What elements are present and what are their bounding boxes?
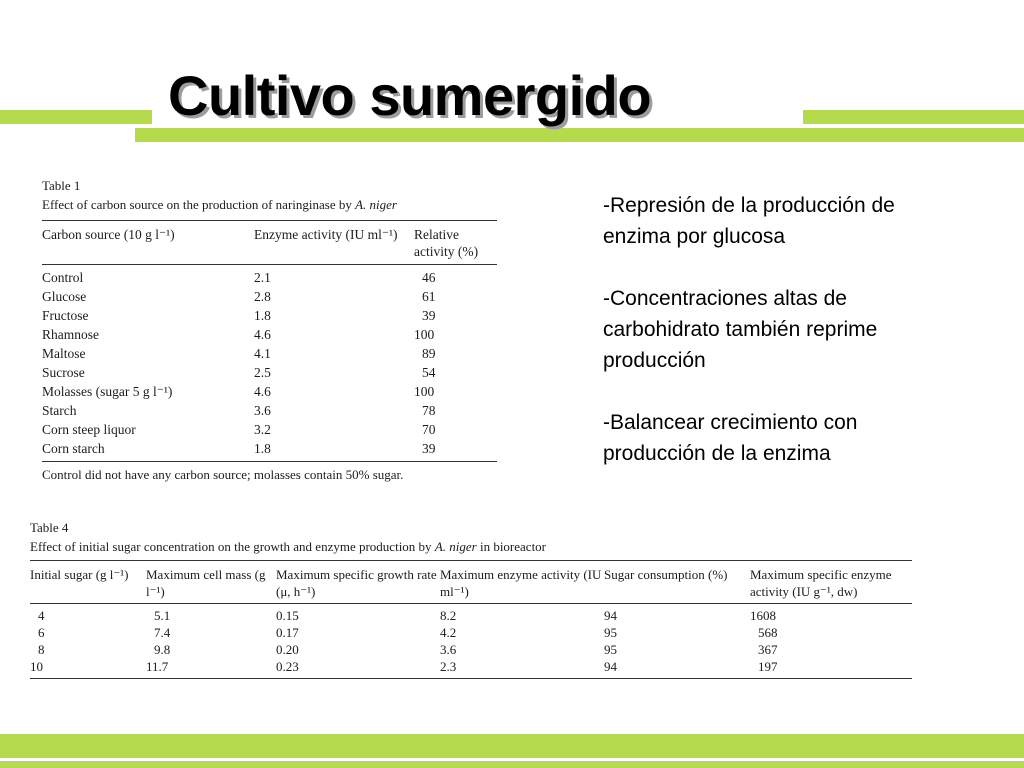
table-cell: 9.8: [154, 642, 171, 657]
table-4-caption-suffix: in bioreactor: [476, 539, 547, 554]
table-cell: 0.15: [276, 608, 299, 623]
table-cell: 3.6: [440, 642, 457, 657]
bullet-list: [603, 190, 915, 500]
table-cell: 4.1: [254, 346, 271, 361]
table-cell: 10: [30, 659, 43, 674]
table-cell: Molasses (sugar 5 g l⁻¹): [42, 384, 173, 399]
column-header: Enzyme activity (IU ml⁻¹): [254, 221, 414, 265]
table-cell: Corn steep liquor: [42, 422, 136, 437]
column-header: Sugar consumption (%): [604, 561, 750, 604]
table-cell: 100: [414, 327, 435, 342]
table-cell: 4.6: [254, 327, 271, 342]
table-cell: 7.4: [154, 625, 171, 640]
top-stripe-mid: [135, 128, 1024, 142]
top-stripe-left: [0, 110, 152, 124]
table-cell: 0.23: [276, 659, 299, 674]
table-row: [42, 306, 497, 325]
table-4-grid: [30, 560, 912, 679]
table-row: [42, 382, 497, 401]
table-row: [42, 325, 497, 344]
table-cell: 61: [422, 289, 436, 304]
table-row: [30, 641, 912, 658]
column-header: Relative activity (%): [414, 221, 497, 265]
table-4-caption-text: Effect of initial sugar concentration on the growth and enzyme production by: [30, 539, 435, 554]
table-cell: 11.7: [146, 659, 169, 674]
table-cell: 70: [422, 422, 436, 437]
table-cell: 1.8: [254, 308, 271, 323]
table-row: [42, 363, 497, 382]
table-cell: 39: [422, 308, 436, 323]
table-cell: Maltose: [42, 346, 86, 361]
table-cell: 39: [422, 441, 436, 456]
table-row: [42, 420, 497, 439]
table-cell: 1608: [750, 608, 776, 623]
column-header: Initial sugar (g l⁻¹): [30, 561, 146, 604]
table-cell: 367: [758, 642, 778, 657]
table-cell: Glucose: [42, 289, 87, 304]
table-1: [42, 176, 497, 484]
column-header: Carbon source (10 g l⁻¹): [42, 221, 254, 265]
table-cell: 568: [758, 625, 778, 640]
table-cell: 8: [38, 642, 45, 657]
table-row: [30, 604, 912, 625]
table-cell: 2.3: [440, 659, 457, 674]
table-cell: 2.1: [254, 270, 271, 285]
bullet-item: -Balancear crecimiento con producción de la enzima: [603, 411, 858, 465]
table-cell: 3.6: [254, 403, 271, 418]
table-cell: 54: [422, 365, 436, 380]
table-cell: Control: [42, 270, 84, 285]
bottom-stripe-thick: [0, 734, 1024, 758]
table-cell: 0.17: [276, 625, 299, 640]
table-cell: 4.2: [440, 625, 457, 640]
table-cell: Sucrose: [42, 365, 85, 380]
slide-title: Cultivo sumergido: [168, 64, 652, 127]
bullet-item: -Represión de la producción de enzima por glucosa: [603, 194, 895, 248]
table-4-label: Table 4: [30, 520, 69, 535]
table-row: [42, 344, 497, 363]
bottom-stripe-thin: [0, 761, 1024, 768]
table-cell: Starch: [42, 403, 77, 418]
table-cell: 89: [422, 346, 436, 361]
table-4-caption: [30, 537, 912, 556]
column-header: Maximum specific growth rate (μ, h⁻¹): [276, 561, 440, 604]
table-4-caption-organism: A. niger: [434, 539, 477, 554]
table-cell: 0.20: [276, 642, 299, 657]
table-1-caption-organism: A. niger: [355, 197, 397, 212]
table-row: [42, 265, 497, 288]
table-cell: 5.1: [154, 608, 171, 623]
column-header: Maximum cell mass (g l⁻¹): [146, 561, 276, 604]
table-cell: 2.8: [254, 289, 271, 304]
table-cell: 94: [604, 659, 617, 674]
table-cell: 100: [414, 384, 435, 399]
column-header: Maximum enzyme activity (IU ml⁻¹): [440, 561, 604, 604]
table-1-caption: [42, 195, 497, 214]
table-cell: 3.2: [254, 422, 271, 437]
top-stripe-right: [803, 110, 1024, 124]
table-row: [30, 624, 912, 641]
bullet-item: -Concentraciones altas de carbohidrato también reprime producción: [603, 287, 878, 372]
table-cell: 2.5: [254, 365, 271, 380]
table-header-row: [30, 561, 912, 604]
table-cell: 6: [38, 625, 45, 640]
table-4: [30, 518, 912, 679]
table-row: [42, 401, 497, 420]
table-cell: 8.2: [440, 608, 457, 623]
table-cell: Corn starch: [42, 441, 105, 456]
table-cell: 4.6: [254, 384, 271, 399]
table-cell: 78: [422, 403, 436, 418]
table-1-caption-text: Effect of carbon source on the production of naringinase by: [42, 197, 356, 212]
table-cell: 94: [604, 608, 617, 623]
table-row: [42, 439, 497, 462]
table-1-grid: [42, 220, 497, 462]
table-cell: 95: [604, 642, 617, 657]
table-cell: 1.8: [254, 441, 271, 456]
table-cell: Rhamnose: [42, 327, 99, 342]
table-row: [30, 658, 912, 679]
table-cell: 4: [38, 608, 45, 623]
table-1-footnote: Control did not have any carbon source; molasses contain 50% sugar.: [42, 467, 404, 482]
table-header-row: [42, 221, 497, 265]
column-header: Maximum specific enzyme activity (IU g⁻¹, dw): [750, 561, 912, 604]
table-cell: 95: [604, 625, 617, 640]
table-cell: Fructose: [42, 308, 89, 323]
table-cell: 197: [758, 659, 778, 674]
table-cell: 46: [422, 270, 436, 285]
table-row: [42, 287, 497, 306]
table-1-label: Table 1: [42, 178, 81, 193]
